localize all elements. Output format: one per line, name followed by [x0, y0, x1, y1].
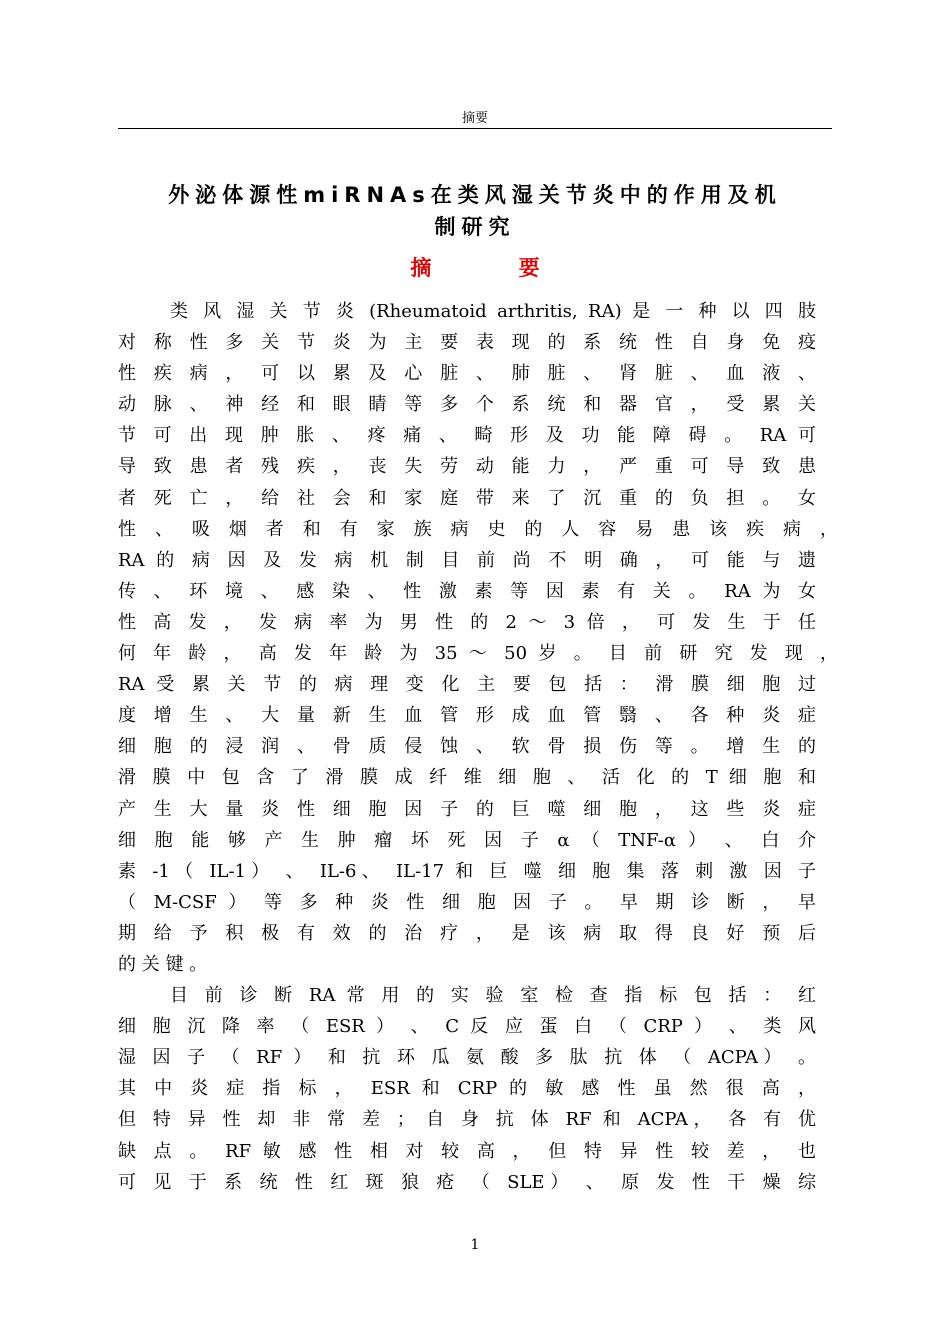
body-line: 其 中 炎 症 指 标 ， ESR 和 CRP 的 敏 感 性 虽 然 很 高 ， — [118, 1078, 816, 1100]
body-line: RA 的 病 因 及 发 病 机 制 目 前 尚 不 明 确 ， 可 能 与 遗 — [118, 549, 816, 571]
abstract-body — [118, 296, 838, 1198]
body-line: 素 -1（ IL-1） 、 IL-6、 IL-17 和 巨 噬 细 胞 集 落 刺 激 因 子 — [118, 860, 816, 882]
body-line: 细 胞 沉 降 率 （ ESR ） 、 C 反 应 蛋 白 （ CRP ） 、 类 风 — [118, 1016, 816, 1038]
body-line: 性 、 吸 烟 者 和 有 家 族 病 史 的 人 容 易 患 该 疾 病 ， — [118, 518, 838, 540]
body-line: 湿 因 子 （ RF ） 和 抗 环 瓜 氨 酸 多 肽 抗 体 （ ACPA） 。 — [118, 1047, 816, 1069]
body-line: 期 给 予 积 极 有 效 的 治 疗 ， 是 该 病 取 得 良 好 预 后 — [118, 922, 816, 944]
body-line: （ M-CSF ） 等 多 种 炎 性 细 胞 因 子 。 早 期 诊 断 ， 早 — [118, 891, 817, 913]
body-line: 度 增 生 、 大 量 新 生 血 管 形 成 血 管 翳 、 各 种 炎 症 — [118, 705, 816, 727]
body-line: 动 脉 、 神 经 和 眼 睛 等 多 个 系 统 和 器 官 ， 受 累 关 — [118, 394, 816, 416]
page-number: 1 — [470, 1237, 480, 1253]
paper-title-line-2: 制研究 — [434, 215, 516, 239]
body-line: 滑 膜 中 包 含 了 滑 膜 成 纤 维 细 胞 、 活 化 的 T 细 胞 和 — [118, 767, 816, 789]
body-line: 性 疾 病 ， 可 以 累 及 心 脏 、 肺 脏 、 肾 脏 、 血 液 、 — [118, 363, 816, 385]
body-line: 细 胞 的 浸 润 、 骨 质 侵 蚀 、 软 骨 损 伤 等 。 增 生 的 — [118, 736, 816, 758]
abstract-heading: 摘 要 — [410, 256, 580, 280]
body-line: 缺 点 。 RF 敏 感 性 相 对 较 高 ， 但 特 异 性 较 差 ， 也 — [118, 1140, 816, 1162]
body-line: 的 关 键 。 — [118, 953, 208, 975]
paper-title-line-1: 外泌体源性miRNAs在类风湿关节炎中的作用及机 — [168, 183, 782, 207]
body-line: RA 受 累 关 节 的 病 理 变 化 主 要 包 括 ： 滑 膜 细 胞 过 — [118, 674, 816, 696]
body-line: 细 胞 能 够 产 生 肿 瘤 坏 死 因 子 α （ TNF-α ） 、 白 介 — [118, 829, 816, 851]
running-header: 摘要 — [461, 111, 488, 126]
body-line: 导 致 患 者 残 疾 ， 丧 失 劳 动 能 力 ， 严 重 可 导 致 患 — [118, 456, 816, 478]
body-line: 但 特 异 性 却 非 常 差 ； 自 身 抗 体 RF 和 ACPA， 各 有 优 — [118, 1109, 816, 1131]
header-rule — [118, 128, 832, 129]
body-line: 类 风 湿 关 节 炎 (Rheumatoid arthritis, RA) 是 一 种 以 四 肢 — [170, 301, 816, 322]
body-line: 可 见 于 系 统 性 红 斑 狼 疮 （ SLE） 、 原 发 性 干 燥 综 — [118, 1171, 816, 1193]
body-line: 节 可 出 现 肿 胀 、 疼 痛 、 畸 形 及 功 能 障 碍 。 RA 可 — [118, 425, 816, 447]
body-line: 目 前 诊 断 RA 常 用 的 实 验 室 检 查 指 标 包 括 ： 红 — [170, 985, 816, 1007]
body-line: 性 高 发 ， 发 病 率 为 男 性 的 2 ～ 3 倍 ， 可 发 生 于 任 — [118, 611, 816, 633]
body-line: 何 年 龄 ， 高 发 年 龄 为 35 ～ 50 岁 。 目 前 研 究 发 现 ， — [118, 643, 838, 665]
body-line: 传 、 环 境 、 感 染 、 性 激 素 等 因 素 有 关 。 RA 为 女 — [118, 580, 816, 602]
body-line: 对 称 性 多 关 节 炎 为 主 要 表 现 的 系 统 性 自 身 免 疫 — [118, 332, 816, 354]
body-line: 产 生 大 量 炎 性 细 胞 因 子 的 巨 噬 细 胞 ， 这 些 炎 症 — [118, 798, 816, 820]
body-line: 者 死 亡 ， 给 社 会 和 家 庭 带 来 了 沉 重 的 负 担 。 女 — [118, 487, 816, 509]
